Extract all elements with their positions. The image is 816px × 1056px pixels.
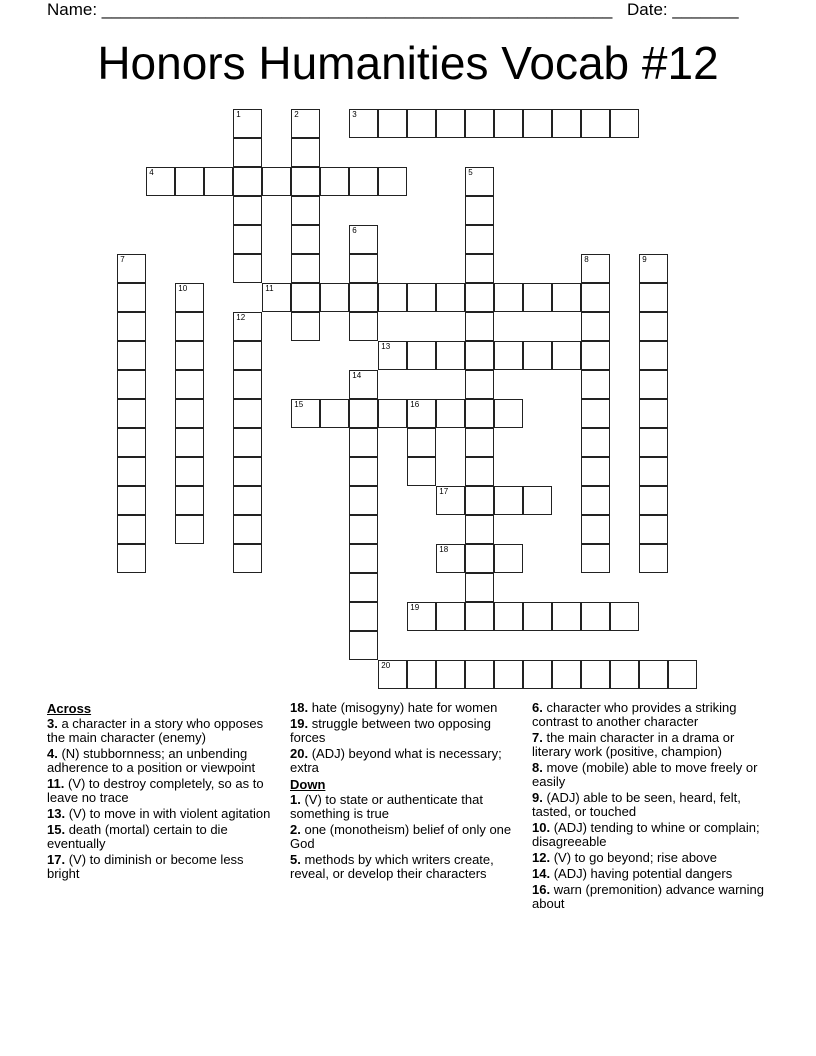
clue-number: 4. xyxy=(47,746,58,761)
grid-cell[interactable] xyxy=(494,109,523,138)
clue-text: (ADJ) able to be seen, heard, felt, tasted, or touched xyxy=(532,790,741,819)
grid-cell[interactable] xyxy=(117,486,146,515)
clue xyxy=(532,701,764,729)
grid-cell[interactable] xyxy=(233,457,262,486)
grid-cell[interactable] xyxy=(407,428,436,457)
grid-cell[interactable] xyxy=(233,515,262,544)
clue-number: 11. xyxy=(47,776,65,791)
grid-cell[interactable] xyxy=(175,167,204,196)
clue xyxy=(290,823,522,851)
cell-number: 5 xyxy=(468,168,473,178)
clue-number: 16. xyxy=(532,882,551,897)
grid-cell[interactable] xyxy=(349,312,378,341)
clue-text: (ADJ) beyond what is necessary; extra xyxy=(290,746,502,775)
cell-number: 18 xyxy=(439,545,449,555)
grid-cell[interactable] xyxy=(117,370,146,399)
grid-cell[interactable] xyxy=(117,515,146,544)
grid-cell[interactable] xyxy=(581,486,610,515)
clue-text: (N) stubbornness; an unbending adherence to a position or viewpoint xyxy=(47,746,256,775)
grid-cell[interactable] xyxy=(204,167,233,196)
grid-cell[interactable] xyxy=(407,341,436,370)
grid-cell[interactable] xyxy=(233,370,262,399)
down-heading: Down xyxy=(290,777,326,792)
grid-cell[interactable] xyxy=(233,312,262,341)
page-title: Honors Humanities Vocab #12 xyxy=(97,37,719,89)
grid-cell[interactable] xyxy=(639,428,668,457)
grid-cell[interactable] xyxy=(523,660,552,689)
cell-number: 10 xyxy=(178,284,188,294)
grid-cell[interactable] xyxy=(465,341,494,370)
grid-cell[interactable] xyxy=(465,457,494,486)
grid-cell[interactable] xyxy=(581,544,610,573)
grid-cell[interactable] xyxy=(349,544,378,573)
clue-number: 13. xyxy=(47,806,66,821)
grid-cell[interactable] xyxy=(552,341,581,370)
clue-number: 8. xyxy=(532,760,543,775)
clue-text: hate (misogyny) hate for women xyxy=(311,700,498,715)
grid-cell[interactable] xyxy=(378,109,407,138)
grid-cell[interactable] xyxy=(465,515,494,544)
grid-cell[interactable] xyxy=(436,283,465,312)
across-heading: Across xyxy=(47,701,92,716)
grid-cell[interactable] xyxy=(552,602,581,631)
grid-cell[interactable] xyxy=(175,312,204,341)
cell-number: 16 xyxy=(410,400,420,410)
grid-cell[interactable] xyxy=(175,370,204,399)
clue-text: (V) to go beyond; rise above xyxy=(553,850,718,865)
cell-number: 9 xyxy=(642,255,647,265)
grid-cell[interactable] xyxy=(175,341,204,370)
grid-cell[interactable] xyxy=(581,399,610,428)
grid-cell[interactable] xyxy=(581,428,610,457)
grid-cell[interactable] xyxy=(639,283,668,312)
grid-cell[interactable] xyxy=(465,109,494,138)
clue-number: 2. xyxy=(290,822,301,837)
clue-text: one (monotheism) belief of only one God xyxy=(290,822,512,851)
grid-cell[interactable] xyxy=(407,660,436,689)
grid-cell[interactable] xyxy=(117,283,146,312)
grid-cell[interactable] xyxy=(233,544,262,573)
grid-cell[interactable] xyxy=(233,138,262,167)
grid-cell[interactable] xyxy=(349,486,378,515)
grid-cell[interactable] xyxy=(639,486,668,515)
grid-cell[interactable] xyxy=(465,573,494,602)
grid-cell[interactable] xyxy=(291,138,320,167)
cell-number: 7 xyxy=(120,255,125,265)
grid-cell[interactable] xyxy=(552,660,581,689)
grid-cell[interactable] xyxy=(610,660,639,689)
cell-number: 15 xyxy=(294,400,304,410)
clue-number: 5. xyxy=(290,852,301,867)
clue xyxy=(532,761,764,789)
grid-cell[interactable] xyxy=(494,283,523,312)
grid-cell[interactable] xyxy=(639,660,668,689)
clue xyxy=(532,867,764,881)
grid-cell[interactable] xyxy=(291,254,320,283)
grid-cell[interactable] xyxy=(436,602,465,631)
clue xyxy=(47,717,279,745)
grid-cell[interactable] xyxy=(349,109,378,138)
cell-number: 17 xyxy=(439,487,449,497)
clue-number: 7. xyxy=(532,730,543,745)
grid-cell[interactable] xyxy=(581,341,610,370)
grid-cell[interactable] xyxy=(378,660,407,689)
grid-cell[interactable] xyxy=(349,457,378,486)
grid-cell[interactable] xyxy=(233,399,262,428)
clue-text: a character in a story who opposes the main character (enemy) xyxy=(47,716,264,745)
grid-cell[interactable] xyxy=(465,660,494,689)
grid-cell[interactable] xyxy=(378,167,407,196)
grid-cell[interactable] xyxy=(349,167,378,196)
clue-number: 14. xyxy=(532,866,551,881)
grid-cell[interactable] xyxy=(465,544,494,573)
grid-cell[interactable] xyxy=(349,254,378,283)
grid-cell[interactable] xyxy=(436,660,465,689)
grid-cell[interactable] xyxy=(233,254,262,283)
cell-number: 11 xyxy=(265,284,274,294)
grid-cell[interactable] xyxy=(552,109,581,138)
clue xyxy=(290,853,522,881)
clue-number: 1. xyxy=(290,792,301,807)
grid-cell[interactable] xyxy=(117,341,146,370)
grid-cell[interactable] xyxy=(465,254,494,283)
clue-number: 19. xyxy=(290,716,309,731)
clue xyxy=(290,717,522,745)
grid-cell[interactable] xyxy=(233,486,262,515)
cell-number: 20 xyxy=(381,661,391,671)
clue xyxy=(47,823,279,851)
grid-cell[interactable] xyxy=(407,109,436,138)
cell-number: 8 xyxy=(584,255,589,265)
clue xyxy=(290,793,522,821)
clue-number: 3. xyxy=(47,716,58,731)
clue-text: death (mortal) certain to die eventually xyxy=(47,822,228,851)
clue-text: (V) to diminish or become less bright xyxy=(47,852,244,881)
grid-cell[interactable] xyxy=(436,341,465,370)
grid-cell[interactable] xyxy=(349,370,378,399)
clue-text: (ADJ) having potential dangers xyxy=(553,866,733,881)
grid-cell[interactable] xyxy=(117,312,146,341)
grid-cell[interactable] xyxy=(349,283,378,312)
grid-cell[interactable] xyxy=(175,283,204,312)
grid-cell[interactable] xyxy=(175,486,204,515)
cell-number: 6 xyxy=(352,226,357,236)
grid-cell[interactable] xyxy=(175,457,204,486)
grid-cell[interactable] xyxy=(233,428,262,457)
grid-cell[interactable] xyxy=(291,225,320,254)
grid-cell[interactable] xyxy=(581,283,610,312)
grid-cell[interactable] xyxy=(494,486,523,515)
grid-cell[interactable] xyxy=(610,602,639,631)
grid-cell[interactable] xyxy=(436,544,465,573)
grid-cell[interactable] xyxy=(581,602,610,631)
grid-cell[interactable] xyxy=(494,602,523,631)
clue-text: (V) to destroy completely, so as to leave no trace xyxy=(47,776,264,805)
grid-cell[interactable] xyxy=(291,167,320,196)
clues-column-1 xyxy=(47,701,279,883)
grid-cell[interactable] xyxy=(581,457,610,486)
grid-cell[interactable] xyxy=(581,370,610,399)
grid-cell[interactable] xyxy=(581,109,610,138)
grid-cell[interactable] xyxy=(465,370,494,399)
clue xyxy=(290,747,522,775)
grid-cell[interactable] xyxy=(117,399,146,428)
grid-cell[interactable] xyxy=(349,573,378,602)
grid-cell[interactable] xyxy=(320,399,349,428)
clue-number: 12. xyxy=(532,850,551,865)
grid-cell[interactable] xyxy=(436,486,465,515)
grid-cell[interactable] xyxy=(465,167,494,196)
grid-cell[interactable] xyxy=(523,109,552,138)
grid-cell[interactable] xyxy=(523,341,552,370)
grid-cell[interactable] xyxy=(378,283,407,312)
clue-number: 10. xyxy=(532,820,551,835)
clue xyxy=(47,747,279,775)
clue-number: 20. xyxy=(290,746,309,761)
grid-cell[interactable] xyxy=(465,602,494,631)
grid-cell[interactable] xyxy=(465,312,494,341)
grid-cell[interactable] xyxy=(407,602,436,631)
grid-cell[interactable] xyxy=(639,312,668,341)
clue xyxy=(532,883,764,911)
clue-number: 6. xyxy=(532,700,543,715)
grid-cell[interactable] xyxy=(175,428,204,457)
clue-text: move (mobile) able to move freely or easily xyxy=(532,760,758,789)
grid-cell[interactable] xyxy=(320,283,349,312)
grid-cell[interactable] xyxy=(465,196,494,225)
clue xyxy=(47,777,279,805)
cell-number: 2 xyxy=(294,110,299,120)
clue xyxy=(290,701,522,715)
grid-cell[interactable] xyxy=(639,544,668,573)
grid-cell[interactable] xyxy=(465,225,494,254)
clue-text: struggle between two opposing forces xyxy=(290,716,491,745)
grid-cell[interactable] xyxy=(407,283,436,312)
grid-cell[interactable] xyxy=(407,399,436,428)
clues-column-2 xyxy=(290,701,522,883)
clue-number: 15. xyxy=(47,822,66,837)
grid-cell[interactable] xyxy=(291,196,320,225)
grid-cell[interactable] xyxy=(291,399,320,428)
grid-cell[interactable] xyxy=(349,602,378,631)
grid-cell[interactable] xyxy=(146,167,175,196)
grid-cell[interactable] xyxy=(291,283,320,312)
grid-cell[interactable] xyxy=(378,399,407,428)
grid-cell[interactable] xyxy=(465,428,494,457)
grid-cell[interactable] xyxy=(291,312,320,341)
clue xyxy=(532,791,764,819)
grid-cell[interactable] xyxy=(581,312,610,341)
clue-number: 18. xyxy=(290,700,309,715)
grid-cell[interactable] xyxy=(117,544,146,573)
clues-column-3 xyxy=(532,701,764,913)
grid-cell[interactable] xyxy=(639,341,668,370)
grid-cell[interactable] xyxy=(407,457,436,486)
grid-cell[interactable] xyxy=(523,602,552,631)
grid-cell[interactable] xyxy=(639,515,668,544)
grid-cell[interactable] xyxy=(639,254,668,283)
cell-number: 4 xyxy=(149,168,154,178)
grid-cell[interactable] xyxy=(262,167,291,196)
grid-cell[interactable] xyxy=(117,254,146,283)
grid-cell[interactable] xyxy=(233,167,262,196)
clue-text: character who provides a striking contrast to another character xyxy=(532,700,737,729)
grid-cell[interactable] xyxy=(494,341,523,370)
date-field: Date: _______ xyxy=(627,0,739,19)
clue-text: the main character in a drama or literary work (positive, champion) xyxy=(532,730,735,759)
grid-cell[interactable] xyxy=(639,399,668,428)
grid-cell[interactable] xyxy=(436,109,465,138)
clue xyxy=(47,853,279,881)
grid-cell[interactable] xyxy=(233,225,262,254)
grid-cell[interactable] xyxy=(117,428,146,457)
grid-cell[interactable] xyxy=(291,109,320,138)
cell-number: 12 xyxy=(236,313,246,323)
cell-number: 13 xyxy=(381,342,391,352)
grid-cell[interactable] xyxy=(349,399,378,428)
grid-cell[interactable] xyxy=(494,660,523,689)
clue xyxy=(532,731,764,759)
cell-number: 3 xyxy=(352,110,357,120)
grid-cell[interactable] xyxy=(349,515,378,544)
grid-cell[interactable] xyxy=(233,341,262,370)
clue-text: (V) to state or authenticate that something is true xyxy=(290,792,483,821)
grid-cell[interactable] xyxy=(320,167,349,196)
cell-number: 19 xyxy=(410,603,420,613)
clue xyxy=(532,851,764,865)
clue-text: methods by which writers create, reveal, or develop their characters xyxy=(290,852,494,881)
grid-cell[interactable] xyxy=(175,515,204,544)
clue-text: warn (premonition) advance warning about xyxy=(532,882,764,911)
grid-cell[interactable] xyxy=(581,254,610,283)
clue-text: (ADJ) tending to whine or complain; disagreeable xyxy=(532,820,760,849)
clue-number: 17. xyxy=(47,852,66,867)
grid-cell[interactable] xyxy=(523,486,552,515)
clue xyxy=(532,821,764,849)
grid-cell[interactable] xyxy=(639,370,668,399)
grid-cell[interactable] xyxy=(581,660,610,689)
grid-cell[interactable] xyxy=(349,631,378,660)
grid-cell[interactable] xyxy=(378,341,407,370)
grid-cell[interactable] xyxy=(494,544,523,573)
grid-cell[interactable] xyxy=(639,457,668,486)
grid-cell[interactable] xyxy=(262,283,291,312)
name-field: Name: ______________________________________________________ xyxy=(47,0,613,19)
grid-cell[interactable] xyxy=(668,660,697,689)
cell-number: 1 xyxy=(236,110,241,120)
grid-cell[interactable] xyxy=(465,486,494,515)
grid-cell[interactable] xyxy=(349,225,378,254)
grid-cell[interactable] xyxy=(233,109,262,138)
cell-number: 14 xyxy=(352,371,362,381)
clue-number: 9. xyxy=(532,790,543,805)
clue xyxy=(47,807,279,821)
grid-cell[interactable] xyxy=(494,399,523,428)
grid-cell[interactable] xyxy=(581,515,610,544)
grid-cell[interactable] xyxy=(349,428,378,457)
clue-text: (V) to move in with violent agitation xyxy=(68,806,271,821)
grid-cell[interactable] xyxy=(233,196,262,225)
grid-cell[interactable] xyxy=(175,399,204,428)
grid-cell[interactable] xyxy=(552,283,581,312)
grid-cell[interactable] xyxy=(436,399,465,428)
grid-cell[interactable] xyxy=(610,109,639,138)
grid-cell[interactable] xyxy=(117,457,146,486)
grid-cell[interactable] xyxy=(523,283,552,312)
grid-cell[interactable] xyxy=(465,399,494,428)
grid-cell[interactable] xyxy=(465,283,494,312)
